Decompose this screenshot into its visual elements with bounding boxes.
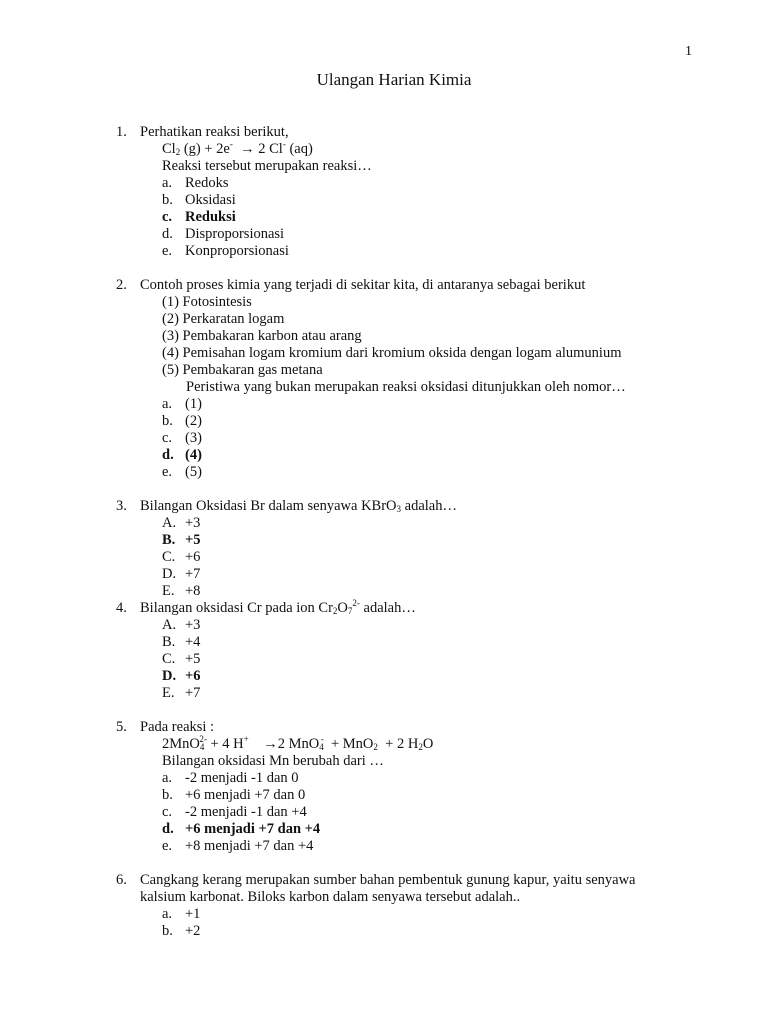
question-number: 1. <box>116 124 127 140</box>
question-text: Perhatikan reaksi berikut, <box>140 124 289 140</box>
answer-option: a. Redoks <box>162 175 229 191</box>
correct-answer-option: c. Reduksi <box>162 209 236 225</box>
question-3 <box>116 498 716 600</box>
question-number: 4. <box>116 600 127 616</box>
list-item: (2) Perkaratan logam <box>162 311 285 327</box>
answer-option: A. +3 <box>162 617 201 633</box>
answer-option: a. -2 menjadi -1 dan 0 <box>162 770 299 786</box>
list-item: (4) Pemisahan logam kromium dari kromium oksida dengan logam alumunium <box>162 345 622 361</box>
question-prompt: Reaksi tersebut merupakan reaksi… <box>162 158 372 174</box>
chemical-equation: $Cl_2$ (g) + 2e- → 2 Cl- (aq) <box>162 139 313 157</box>
answer-option: b. (2) <box>162 413 202 429</box>
question-list <box>116 124 716 940</box>
question-5 <box>116 719 716 855</box>
answer-option: C. +6 <box>162 549 201 565</box>
list-item: (1) Fotosintesis <box>162 294 252 310</box>
answer-option: A. +3 <box>162 515 201 531</box>
question-1 <box>116 124 716 260</box>
answer-option: b. +2 <box>162 923 201 939</box>
question-text-continued: kalsium karbonat. Biloks karbon dalam senyawa tersebut adalah.. <box>140 889 521 905</box>
answer-option: a. (1) <box>162 396 202 412</box>
answer-option: c. -2 menjadi -1 dan +4 <box>162 804 307 820</box>
answer-option: e. (5) <box>162 464 202 480</box>
answer-option: C. +5 <box>162 651 201 667</box>
correct-answer-option: D. +6 <box>162 668 201 684</box>
answer-option: b. +6 menjadi +7 dan 0 <box>162 787 306 803</box>
question-prompt: Bilangan oksidasi Mn berubah dari … <box>162 753 384 769</box>
question-4 <box>116 600 716 702</box>
question-number: 2. <box>116 277 127 293</box>
page-title: Ulangan Harian Kimia <box>316 70 472 89</box>
question-text: Contoh proses kimia yang terjadi di sekitar kita, di antaranya sebagai berikut <box>140 277 586 293</box>
correct-answer-option: d. +6 menjadi +7 dan +4 <box>162 821 321 837</box>
answer-option: D. +7 <box>162 566 201 582</box>
answer-option: a. +1 <box>162 906 201 922</box>
answer-option: E. +8 <box>162 583 201 599</box>
correct-answer-option: B. +5 <box>162 532 201 548</box>
question-number: 6. <box>116 872 127 888</box>
question-text: Bilangan Oksidasi Br dalam senyawa KBrO$_3$ adalah… <box>140 498 457 514</box>
question-6 <box>116 872 716 940</box>
answer-option: B. +4 <box>162 634 201 650</box>
answer-option: c. (3) <box>162 430 202 446</box>
question-number: 5. <box>116 719 127 735</box>
question-number: 3. <box>116 498 127 514</box>
list-item: (5) Pembakaran gas metana <box>162 362 323 378</box>
question-prompt: Peristiwa yang bukan merupakan reaksi oksidasi ditunjukkan oleh nomor… <box>186 379 626 395</box>
question-text: Bilangan oksidasi Cr pada ion $Cr_2O_7^{2-}$ adalah… <box>140 598 416 616</box>
page-number: 1 <box>685 44 692 59</box>
answer-option: e. +8 menjadi +7 dan +4 <box>162 838 314 854</box>
answer-option: b. Oksidasi <box>162 192 236 208</box>
question-2 <box>116 277 716 481</box>
answer-option: e. Konproporsionasi <box>162 243 289 259</box>
question-text: Pada reaksi : <box>140 719 215 735</box>
answer-option: d. Disproporsionasi <box>162 226 285 242</box>
list-item: (3) Pembakaran karbon atau arang <box>162 328 362 344</box>
correct-answer-option: d. (4) <box>162 447 202 463</box>
chemical-equation: 2MnO$_4^{2-}$ + 4 H+ →2 MnO$_4$- + MnO$_2$ + 2 $H_2O$ <box>162 734 434 752</box>
question-text: Cangkang kerang merupakan sumber bahan pembentuk gunung kapur, yaitu senyawa <box>140 872 636 888</box>
answer-option: E. +7 <box>162 685 201 701</box>
